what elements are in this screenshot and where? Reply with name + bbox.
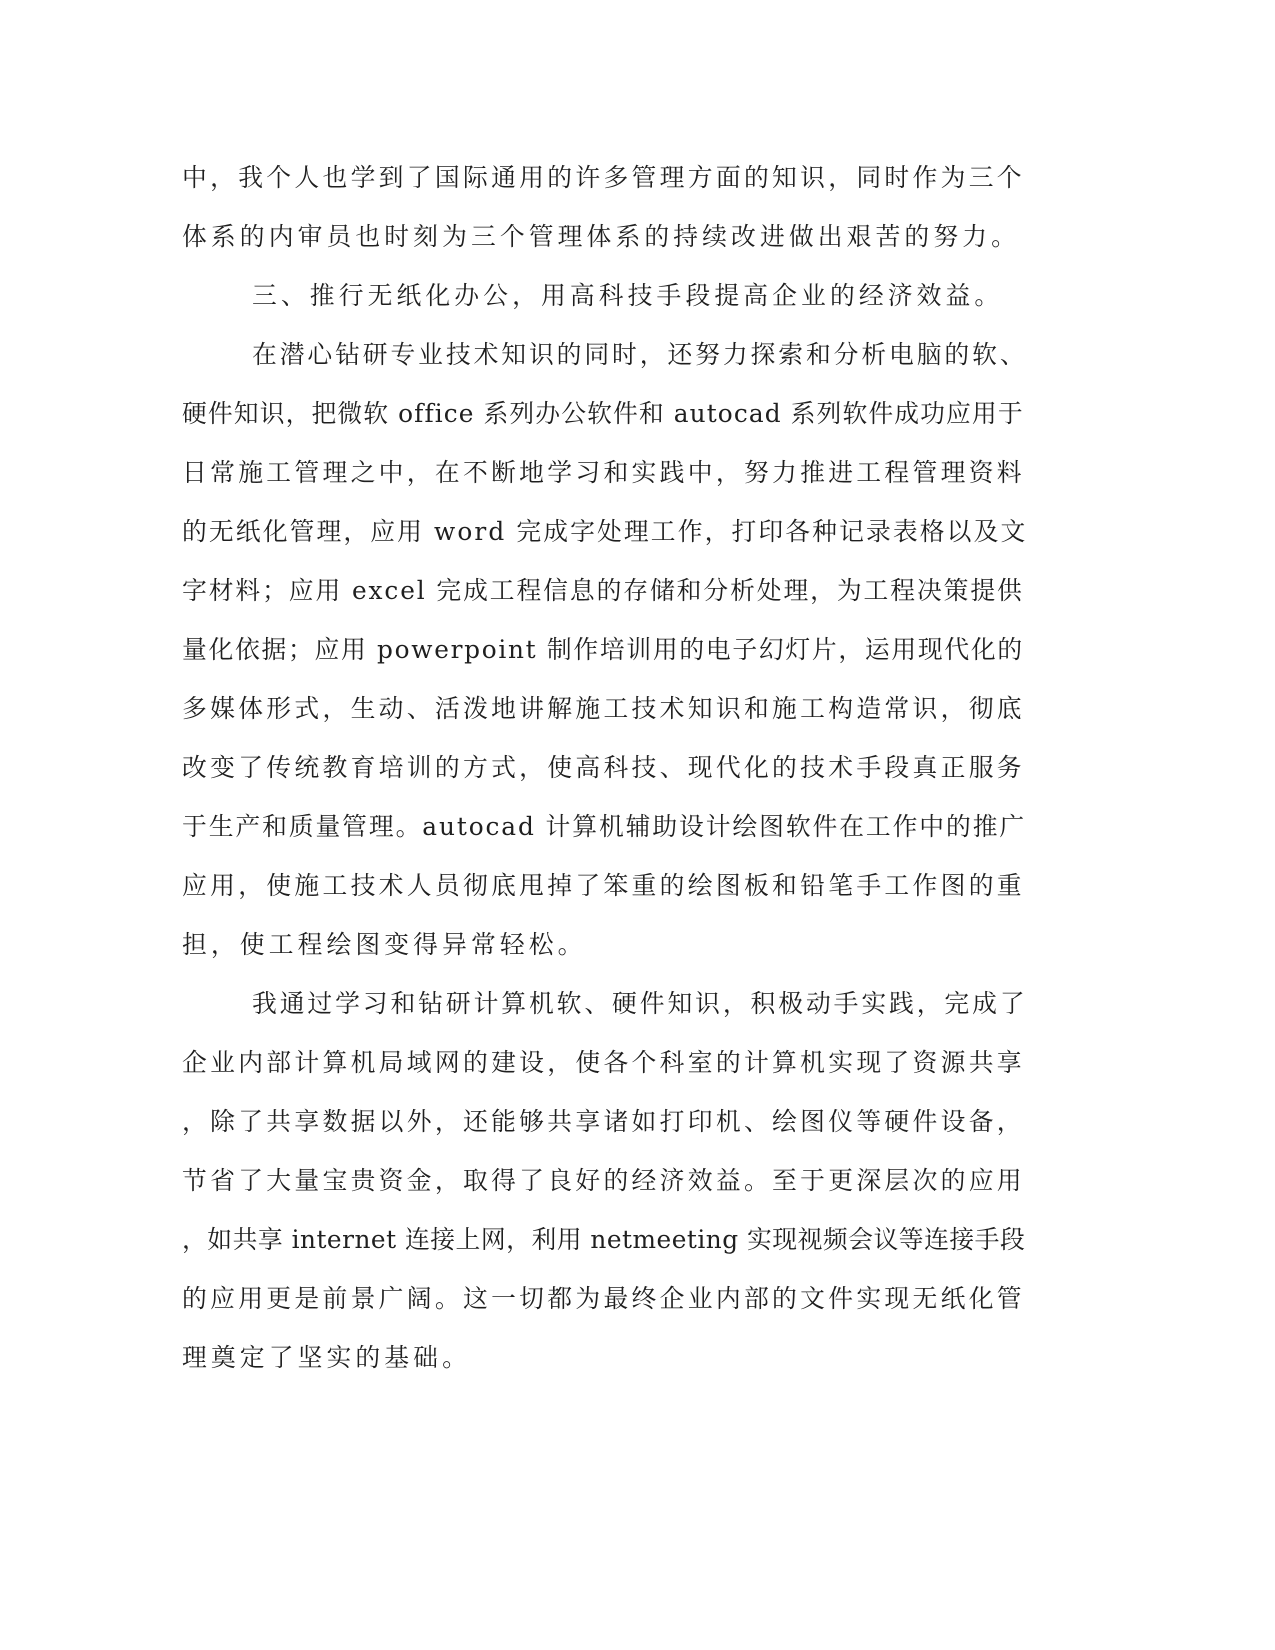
body-line: 节省了大量宝贵资金，取得了良好的经济效益。至于更深层次的应用 (182, 1166, 1025, 1195)
paragraph-first-line: 我通过学习和钻研计算机软、硬件知识，积极动手实践，完成了 (252, 989, 1028, 1018)
body-line: 体系的内审员也时刻为三个管理体系的持续改进做出艰苦的努力。 (182, 222, 1021, 251)
body-line: 于生产和质量管理。autocad 计算机辅助设计绘图软件在工作中的推广 (182, 812, 1027, 841)
paragraph-first-line: 在潜心钻研专业技术知识的同时，还努力探索和分析电脑的软、 (252, 340, 1028, 369)
section-heading: 三、推行无纸化办公，用高科技手段提高企业的经济效益。 (252, 281, 1004, 310)
body-line: 企业内部计算机局域网的建设，使各个科室的计算机实现了资源共享 (182, 1048, 1025, 1077)
body-line: 日常施工管理之中，在不断地学习和实践中，努力推进工程管理资料 (182, 458, 1025, 487)
body-line: ，除了共享数据以外，还能够共享诸如打印机、绘图仪等硬件设备， (182, 1107, 1025, 1136)
body-line: 字材料；应用 excel 完成工程信息的存储和分析处理，为工程决策提供 (182, 576, 1024, 605)
body-line: 量化依据；应用 powerpoint 制作培训用的电子幻灯片，运用现代化的 (182, 635, 1024, 664)
body-line: 担，使工程绘图变得异常轻松。 (182, 930, 587, 959)
body-line: 的无纸化管理，应用 word 完成字处理工作，打印各种记录表格以及文 (182, 517, 1028, 546)
body-line: 的应用更是前景广阔。这一切都为最终企业内部的文件实现无纸化管 (182, 1284, 1025, 1313)
body-line: 多媒体形式，生动、活泼地讲解施工技术知识和施工构造常识，彻底 (182, 694, 1025, 723)
body-line: ，如共享 internet 连接上网，利用 netmeeting 实现视频会议等连接手段 (182, 1225, 1026, 1254)
body-line: 应用，使施工技术人员彻底甩掉了笨重的绘图板和铅笔手工作图的重 (182, 871, 1025, 900)
body-line: 改变了传统教育培训的方式，使高科技、现代化的技术手段真正服务 (182, 753, 1025, 782)
body-line: 理奠定了坚实的基础。 (182, 1343, 471, 1372)
body-line: 中，我个人也学到了国际通用的许多管理方面的知识，同时作为三个 (182, 163, 1025, 192)
body-line: 硬件知识，把微软 office 系列办公软件和 autocad 系列软件成功应用于 (182, 399, 1024, 428)
